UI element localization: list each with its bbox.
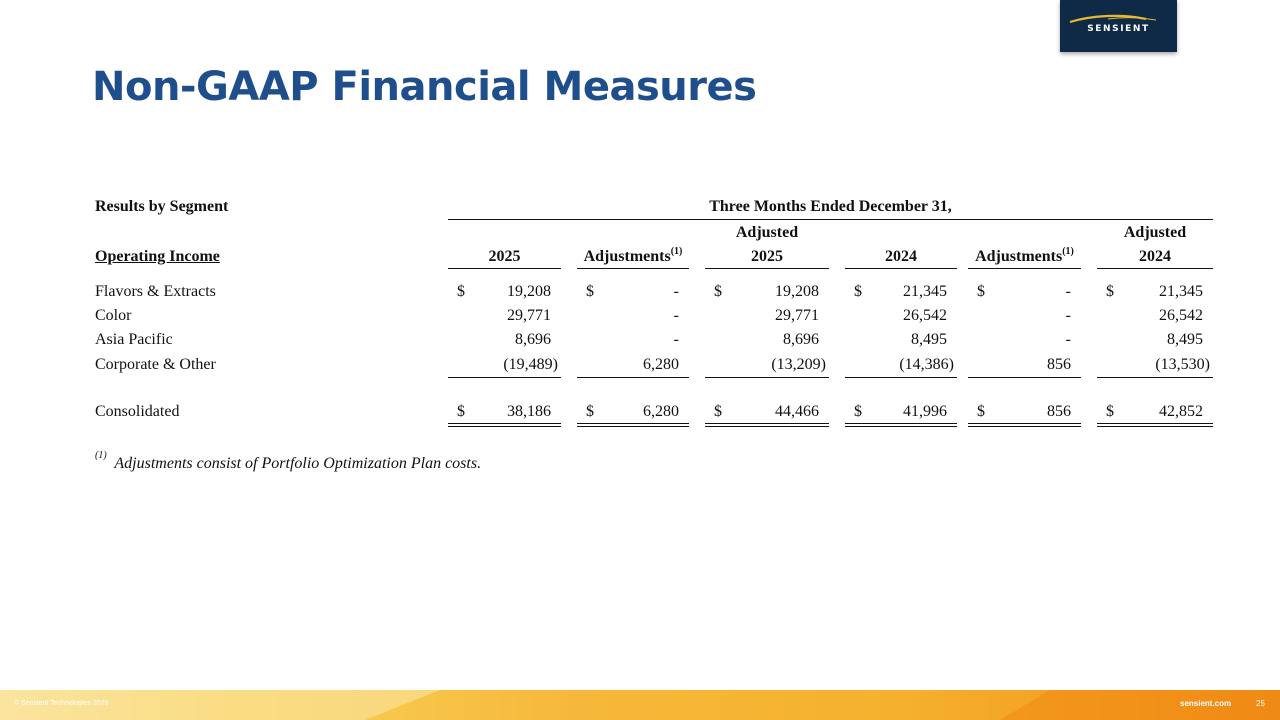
header-rule — [705, 268, 829, 269]
footnote — [95, 450, 482, 473]
currency-symbol: $ — [977, 283, 985, 300]
total-adjustments-2024: 856 — [1047, 403, 1071, 420]
cell-2025: 19,208 — [507, 283, 551, 300]
col-top-adjusted-2025: Adjusted — [735, 224, 799, 241]
footnote-marker: (1) — [95, 450, 107, 461]
row-label: Asia Pacific — [95, 331, 173, 348]
cell-2025: 29,771 — [507, 307, 551, 324]
cell-adjustments-2024: - — [1065, 331, 1071, 348]
total-double-rule — [577, 423, 689, 427]
col-header-2024: 2024 — [885, 248, 917, 265]
total-double-rule — [845, 423, 957, 427]
cell-adjustments-2025: - — [673, 283, 679, 300]
total-adjustments-2025: 6,280 — [643, 403, 679, 420]
cell-2025: (19,489) — [503, 356, 558, 373]
currency-symbol: $ — [714, 403, 722, 420]
cell-2025: 8,696 — [515, 331, 551, 348]
period-underline — [448, 219, 1213, 220]
row-label: Flavors & Extracts — [95, 283, 216, 300]
total-double-rule — [448, 423, 561, 427]
cell-adjusted-2025: 29,771 — [775, 307, 819, 324]
footer-website-link[interactable]: sensient.com — [1180, 699, 1232, 708]
page-title: Non-GAAP Financial Measures — [92, 64, 757, 110]
cell-adjusted-2025: (13,209) — [771, 356, 826, 373]
total-label: Consolidated — [95, 403, 180, 420]
currency-symbol: $ — [1106, 283, 1114, 300]
total-2024: 41,996 — [903, 403, 947, 420]
subtotal-rule — [448, 377, 561, 378]
header-rule — [448, 268, 561, 269]
total-2025: 38,186 — [507, 403, 551, 420]
cell-adjustments-2024: - — [1065, 307, 1071, 324]
footer-bar — [0, 690, 1280, 720]
footnote-text: Adjustments consist of Portfolio Optimization Plan costs. — [114, 455, 482, 472]
footer-copyright: © Sensient Technologies 2026 — [14, 700, 109, 707]
total-double-rule — [1097, 423, 1213, 427]
currency-symbol: $ — [714, 283, 722, 300]
footer-wave-decoration — [0, 690, 1280, 720]
total-adjusted-2025: 44,466 — [775, 403, 819, 420]
row-label: Color — [95, 307, 132, 324]
header-rule — [845, 268, 957, 269]
col-header-adjustments-2025: Adjustments$^{(1)}$ — [583, 246, 683, 265]
currency-symbol: $ — [586, 283, 594, 300]
currency-symbol: $ — [854, 403, 862, 420]
period-label: Three Months Ended December 31, — [709, 198, 952, 215]
cell-adjustments-2025: 6,280 — [643, 356, 679, 373]
logo-text: SENSIENT — [1087, 24, 1150, 34]
col-header-adjusted-2024: 2024 — [1139, 248, 1171, 265]
cell-2024: 26,542 — [903, 307, 947, 324]
footnote-marker: (1) — [1062, 246, 1074, 257]
cell-2024: 21,345 — [903, 283, 947, 300]
row-header-operating-income: Operating Income — [95, 248, 220, 265]
header-rule — [968, 268, 1081, 269]
row-label: Corporate & Other — [95, 356, 216, 373]
cell-adjusted-2024: 21,345 — [1159, 283, 1203, 300]
total-double-rule — [968, 423, 1081, 427]
cell-2024: (14,386) — [899, 356, 954, 373]
cell-adjusted-2024: 26,542 — [1159, 307, 1203, 324]
subtotal-rule — [1097, 377, 1213, 378]
header-rule — [1097, 268, 1213, 269]
subtotal-rule — [845, 377, 957, 378]
logo-swoosh-icon — [1068, 14, 1168, 24]
subtotal-rule — [968, 377, 1081, 378]
sensient-logo — [1060, 0, 1177, 52]
col-top-adjusted-2024: Adjusted — [1123, 224, 1187, 241]
total-double-rule — [705, 423, 829, 427]
currency-symbol: $ — [457, 403, 465, 420]
subtotal-rule — [577, 377, 689, 378]
col-header-2025: 2025 — [488, 248, 521, 265]
footnote-marker: (1) — [670, 246, 683, 257]
col-header-adjusted-2025: 2025 — [751, 248, 783, 265]
section-label: Results by Segment — [95, 198, 229, 215]
col-header-adjustments-2024: Adjustments$^{(1)}$ — [975, 246, 1074, 265]
currency-symbol: $ — [457, 283, 465, 300]
subtotal-rule — [705, 377, 829, 378]
currency-symbol: $ — [1106, 403, 1114, 420]
cell-adjusted-2025: 19,208 — [775, 283, 819, 300]
header-rule — [577, 268, 689, 269]
cell-adjustments-2025: - — [673, 307, 679, 324]
currency-symbol: $ — [977, 403, 985, 420]
cell-adjusted-2025: 8,696 — [783, 331, 819, 348]
cell-adjustments-2024: - — [1065, 283, 1071, 300]
currency-symbol: $ — [854, 283, 862, 300]
cell-2024: 8,495 — [911, 331, 947, 348]
currency-symbol: $ — [586, 403, 594, 420]
total-adjusted-2024: 42,852 — [1159, 403, 1203, 420]
cell-adjustments-2024: 856 — [1047, 356, 1071, 373]
page-number: 25 — [1256, 699, 1265, 708]
cell-adjustments-2025: - — [673, 331, 679, 348]
cell-adjusted-2024: (13,530) — [1155, 356, 1210, 373]
cell-adjusted-2024: 8,495 — [1167, 331, 1203, 348]
